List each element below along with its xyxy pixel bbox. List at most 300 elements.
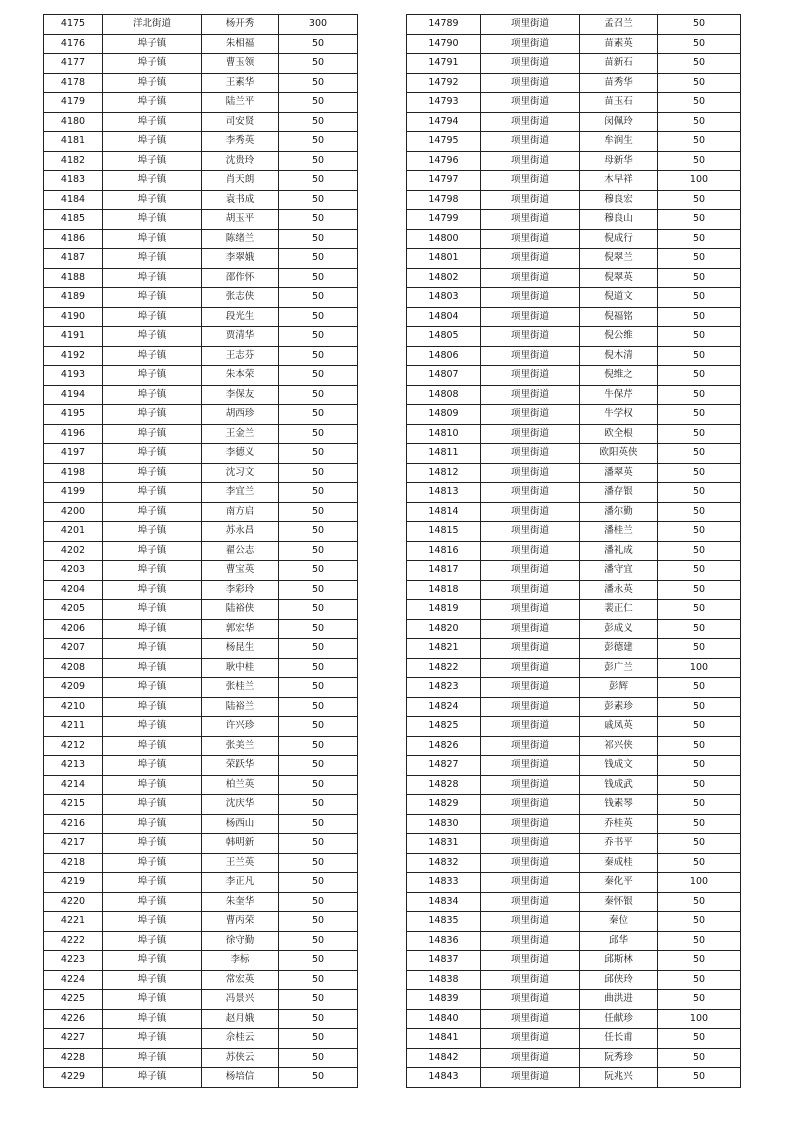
name-cell: 彭广兰 xyxy=(580,658,658,678)
row-number-cell: 14802 xyxy=(407,268,481,288)
district-cell: 项里街道 xyxy=(481,483,580,503)
name-cell: 戚凤英 xyxy=(580,717,658,737)
table-row xyxy=(44,970,358,990)
district-cell: 埠子镇 xyxy=(103,1029,202,1049)
name-cell: 潘翠英 xyxy=(580,463,658,483)
name-cell: 肖天朗 xyxy=(202,171,279,191)
district-cell: 埠子镇 xyxy=(103,600,202,620)
table-row xyxy=(44,892,358,912)
row-number-cell: 4220 xyxy=(44,892,103,912)
amount-cell: 50 xyxy=(279,346,358,366)
row-number-cell: 14789 xyxy=(407,15,481,35)
district-cell: 埠子镇 xyxy=(103,73,202,93)
district-cell: 项里街道 xyxy=(481,112,580,132)
row-number-cell: 14812 xyxy=(407,463,481,483)
district-cell: 埠子镇 xyxy=(103,288,202,308)
amount-cell: 50 xyxy=(279,580,358,600)
row-number-cell: 14834 xyxy=(407,892,481,912)
table-row xyxy=(407,639,741,659)
name-cell: 牛学权 xyxy=(580,405,658,425)
table-row xyxy=(407,951,741,971)
amount-cell: 50 xyxy=(658,73,741,93)
amount-cell: 50 xyxy=(658,951,741,971)
table-row xyxy=(407,73,741,93)
name-cell: 苗新石 xyxy=(580,54,658,74)
row-number-cell: 14835 xyxy=(407,912,481,932)
name-cell: 李秀英 xyxy=(202,132,279,152)
amount-cell: 50 xyxy=(279,502,358,522)
name-cell: 王志芬 xyxy=(202,346,279,366)
name-cell: 秦化平 xyxy=(580,873,658,893)
row-number-cell: 4193 xyxy=(44,366,103,386)
amount-cell: 50 xyxy=(279,717,358,737)
table-row xyxy=(407,34,741,54)
row-number-cell: 4208 xyxy=(44,658,103,678)
row-number-cell: 14790 xyxy=(407,34,481,54)
district-cell: 项里街道 xyxy=(481,1068,580,1088)
table-row xyxy=(407,561,741,581)
district-cell: 埠子镇 xyxy=(103,697,202,717)
name-cell: 乔书平 xyxy=(580,834,658,854)
district-cell: 埠子镇 xyxy=(103,483,202,503)
row-number-cell: 14793 xyxy=(407,93,481,113)
name-cell: 翟公志 xyxy=(202,541,279,561)
district-cell: 项里街道 xyxy=(481,619,580,639)
amount-cell: 50 xyxy=(279,210,358,230)
district-cell: 项里街道 xyxy=(481,756,580,776)
row-number-cell: 4217 xyxy=(44,834,103,854)
name-cell: 彭素珍 xyxy=(580,697,658,717)
row-number-cell: 14833 xyxy=(407,873,481,893)
name-cell: 裴正仁 xyxy=(580,600,658,620)
amount-cell: 50 xyxy=(658,190,741,210)
district-cell: 项里街道 xyxy=(481,912,580,932)
row-number-cell: 4211 xyxy=(44,717,103,737)
name-cell: 邱华 xyxy=(580,931,658,951)
amount-cell: 50 xyxy=(279,736,358,756)
table-row xyxy=(44,580,358,600)
district-cell: 项里街道 xyxy=(481,541,580,561)
district-cell: 项里街道 xyxy=(481,736,580,756)
amount-cell: 50 xyxy=(658,600,741,620)
district-cell: 项里街道 xyxy=(481,580,580,600)
table-row xyxy=(407,112,741,132)
amount-cell: 50 xyxy=(279,93,358,113)
amount-cell: 50 xyxy=(658,639,741,659)
amount-cell: 50 xyxy=(279,541,358,561)
amount-cell: 100 xyxy=(658,1009,741,1029)
row-number-cell: 14799 xyxy=(407,210,481,230)
table-row xyxy=(407,405,741,425)
row-number-cell: 4216 xyxy=(44,814,103,834)
row-number-cell: 4209 xyxy=(44,678,103,698)
district-cell: 埠子镇 xyxy=(103,346,202,366)
table-row xyxy=(407,834,741,854)
name-cell: 陆裕兰 xyxy=(202,697,279,717)
amount-cell: 50 xyxy=(658,892,741,912)
name-cell: 李翠娥 xyxy=(202,249,279,269)
name-cell: 闵佩玲 xyxy=(580,112,658,132)
district-cell: 埠子镇 xyxy=(103,405,202,425)
row-number-cell: 14798 xyxy=(407,190,481,210)
amount-cell: 100 xyxy=(658,171,741,191)
row-number-cell: 14813 xyxy=(407,483,481,503)
row-number-cell: 4219 xyxy=(44,873,103,893)
district-cell: 项里街道 xyxy=(481,678,580,698)
amount-cell: 50 xyxy=(658,327,741,347)
amount-cell: 50 xyxy=(658,990,741,1010)
table-row xyxy=(44,912,358,932)
row-number-cell: 14839 xyxy=(407,990,481,1010)
row-number-cell: 4175 xyxy=(44,15,103,35)
district-cell: 项里街道 xyxy=(481,229,580,249)
row-number-cell: 4178 xyxy=(44,73,103,93)
district-cell: 埠子镇 xyxy=(103,814,202,834)
amount-cell: 50 xyxy=(658,1068,741,1088)
district-cell: 埠子镇 xyxy=(103,210,202,230)
row-number-cell: 4192 xyxy=(44,346,103,366)
row-number-cell: 14807 xyxy=(407,366,481,386)
name-cell: 钱成文 xyxy=(580,756,658,776)
district-cell: 项里街道 xyxy=(481,775,580,795)
name-cell: 任献珍 xyxy=(580,1009,658,1029)
district-cell: 埠子镇 xyxy=(103,756,202,776)
table-row xyxy=(44,1048,358,1068)
amount-cell: 50 xyxy=(279,171,358,191)
amount-cell: 300 xyxy=(279,15,358,35)
name-cell: 张桂兰 xyxy=(202,678,279,698)
name-cell: 韩明新 xyxy=(202,834,279,854)
district-cell: 项里街道 xyxy=(481,366,580,386)
table-row xyxy=(44,15,358,35)
table-row xyxy=(407,268,741,288)
row-number-cell: 14794 xyxy=(407,112,481,132)
name-cell: 胡西珍 xyxy=(202,405,279,425)
table-row xyxy=(44,93,358,113)
amount-cell: 50 xyxy=(658,697,741,717)
row-number-cell: 14796 xyxy=(407,151,481,171)
table-row xyxy=(44,678,358,698)
table-row xyxy=(407,580,741,600)
district-cell: 埠子镇 xyxy=(103,990,202,1010)
amount-cell: 50 xyxy=(658,561,741,581)
name-cell: 秦怀银 xyxy=(580,892,658,912)
row-number-cell: 4196 xyxy=(44,424,103,444)
table-row xyxy=(407,619,741,639)
district-cell: 埠子镇 xyxy=(103,1048,202,1068)
district-cell: 埠子镇 xyxy=(103,190,202,210)
table-row xyxy=(44,853,358,873)
amount-cell: 50 xyxy=(279,405,358,425)
amount-cell: 50 xyxy=(658,268,741,288)
row-number-cell: 14827 xyxy=(407,756,481,776)
table-row xyxy=(44,697,358,717)
table-row xyxy=(407,756,741,776)
amount-cell: 50 xyxy=(279,132,358,152)
amount-cell: 50 xyxy=(658,346,741,366)
amount-cell: 50 xyxy=(279,814,358,834)
district-cell: 项里街道 xyxy=(481,171,580,191)
name-cell: 任长甫 xyxy=(580,1029,658,1049)
table-row xyxy=(44,814,358,834)
district-cell: 项里街道 xyxy=(481,463,580,483)
row-number-cell: 4223 xyxy=(44,951,103,971)
name-cell: 阮兆兴 xyxy=(580,1068,658,1088)
name-cell: 杨昆生 xyxy=(202,639,279,659)
row-number-cell: 4202 xyxy=(44,541,103,561)
row-number-cell: 14841 xyxy=(407,1029,481,1049)
row-number-cell: 4224 xyxy=(44,970,103,990)
district-cell: 埠子镇 xyxy=(103,795,202,815)
name-cell: 袁书成 xyxy=(202,190,279,210)
table-row xyxy=(44,268,358,288)
row-number-cell: 4199 xyxy=(44,483,103,503)
amount-cell: 50 xyxy=(279,385,358,405)
name-cell: 王金兰 xyxy=(202,424,279,444)
table-row xyxy=(407,522,741,542)
district-cell: 洋北街道 xyxy=(103,15,202,35)
row-number-cell: 4227 xyxy=(44,1029,103,1049)
name-cell: 杨培信 xyxy=(202,1068,279,1088)
roster-table-right xyxy=(406,14,741,1088)
row-number-cell: 14800 xyxy=(407,229,481,249)
district-cell: 项里街道 xyxy=(481,151,580,171)
name-cell: 李标 xyxy=(202,951,279,971)
amount-cell: 50 xyxy=(279,931,358,951)
district-cell: 埠子镇 xyxy=(103,463,202,483)
table-row xyxy=(407,600,741,620)
district-cell: 项里街道 xyxy=(481,834,580,854)
name-cell: 苏侠云 xyxy=(202,1048,279,1068)
row-number-cell: 4226 xyxy=(44,1009,103,1029)
row-number-cell: 14836 xyxy=(407,931,481,951)
district-cell: 项里街道 xyxy=(481,873,580,893)
name-cell: 曹玉领 xyxy=(202,54,279,74)
amount-cell: 50 xyxy=(279,775,358,795)
district-cell: 埠子镇 xyxy=(103,658,202,678)
name-cell: 柏兰英 xyxy=(202,775,279,795)
amount-cell: 50 xyxy=(279,639,358,659)
name-cell: 邵作怀 xyxy=(202,268,279,288)
district-cell: 埠子镇 xyxy=(103,912,202,932)
amount-cell: 50 xyxy=(658,912,741,932)
row-number-cell: 14838 xyxy=(407,970,481,990)
row-number-cell: 4182 xyxy=(44,151,103,171)
amount-cell: 50 xyxy=(658,541,741,561)
table-row xyxy=(44,34,358,54)
table-row xyxy=(44,210,358,230)
district-cell: 埠子镇 xyxy=(103,561,202,581)
table-row xyxy=(44,619,358,639)
name-cell: 郭宏华 xyxy=(202,619,279,639)
name-cell: 倪木清 xyxy=(580,346,658,366)
name-cell: 潘礼成 xyxy=(580,541,658,561)
name-cell: 倪成行 xyxy=(580,229,658,249)
table-row xyxy=(44,775,358,795)
table-row xyxy=(407,912,741,932)
table-row xyxy=(44,1068,358,1088)
table-row xyxy=(44,190,358,210)
amount-cell: 50 xyxy=(279,54,358,74)
name-cell: 王素华 xyxy=(202,73,279,93)
table-row xyxy=(407,15,741,35)
table-row xyxy=(407,171,741,191)
district-cell: 埠子镇 xyxy=(103,853,202,873)
row-number-cell: 4212 xyxy=(44,736,103,756)
name-cell: 阮秀珍 xyxy=(580,1048,658,1068)
table-row xyxy=(407,541,741,561)
row-number-cell: 14829 xyxy=(407,795,481,815)
amount-cell: 50 xyxy=(658,424,741,444)
name-cell: 倪福铭 xyxy=(580,307,658,327)
table-row xyxy=(407,736,741,756)
amount-cell: 50 xyxy=(658,54,741,74)
table-row xyxy=(407,463,741,483)
amount-cell: 50 xyxy=(658,834,741,854)
amount-cell: 50 xyxy=(279,990,358,1010)
name-cell: 木早祥 xyxy=(580,171,658,191)
amount-cell: 50 xyxy=(658,970,741,990)
table-row xyxy=(44,600,358,620)
amount-cell: 50 xyxy=(658,717,741,737)
district-cell: 项里街道 xyxy=(481,990,580,1010)
name-cell: 秦成桂 xyxy=(580,853,658,873)
amount-cell: 50 xyxy=(279,1048,358,1068)
row-number-cell: 4222 xyxy=(44,931,103,951)
amount-cell: 50 xyxy=(279,424,358,444)
amount-cell: 50 xyxy=(658,307,741,327)
row-number-cell: 4210 xyxy=(44,697,103,717)
table-row xyxy=(44,541,358,561)
district-cell: 埠子镇 xyxy=(103,327,202,347)
row-number-cell: 4205 xyxy=(44,600,103,620)
amount-cell: 50 xyxy=(279,151,358,171)
district-cell: 项里街道 xyxy=(481,970,580,990)
amount-cell: 50 xyxy=(279,327,358,347)
row-number-cell: 4186 xyxy=(44,229,103,249)
table-row xyxy=(407,190,741,210)
amount-cell: 50 xyxy=(658,1048,741,1068)
row-number-cell: 4185 xyxy=(44,210,103,230)
amount-cell: 50 xyxy=(279,229,358,249)
table-row xyxy=(44,424,358,444)
district-cell: 埠子镇 xyxy=(103,502,202,522)
district-cell: 埠子镇 xyxy=(103,34,202,54)
row-number-cell: 4204 xyxy=(44,580,103,600)
amount-cell: 50 xyxy=(658,522,741,542)
table-row xyxy=(407,658,741,678)
table-row xyxy=(44,951,358,971)
table-row xyxy=(44,385,358,405)
amount-cell: 50 xyxy=(279,892,358,912)
amount-cell: 50 xyxy=(279,34,358,54)
row-number-cell: 14832 xyxy=(407,853,481,873)
amount-cell: 50 xyxy=(279,795,358,815)
amount-cell: 50 xyxy=(279,951,358,971)
name-cell: 陆兰平 xyxy=(202,93,279,113)
table-row xyxy=(407,93,741,113)
name-cell: 彭成义 xyxy=(580,619,658,639)
district-cell: 项里街道 xyxy=(481,1009,580,1029)
name-cell: 李正凡 xyxy=(202,873,279,893)
district-cell: 项里街道 xyxy=(481,951,580,971)
district-cell: 埠子镇 xyxy=(103,619,202,639)
amount-cell: 50 xyxy=(658,483,741,503)
table-row xyxy=(44,717,358,737)
table-row xyxy=(407,775,741,795)
amount-cell: 50 xyxy=(658,385,741,405)
name-cell: 张美兰 xyxy=(202,736,279,756)
row-number-cell: 14821 xyxy=(407,639,481,659)
name-cell: 母新华 xyxy=(580,151,658,171)
name-cell: 沈贵玲 xyxy=(202,151,279,171)
row-number-cell: 4195 xyxy=(44,405,103,425)
table-row xyxy=(407,931,741,951)
amount-cell: 50 xyxy=(279,190,358,210)
table-row xyxy=(44,54,358,74)
table-row xyxy=(44,288,358,308)
table-row xyxy=(44,502,358,522)
district-cell: 项里街道 xyxy=(481,853,580,873)
district-cell: 埠子镇 xyxy=(103,151,202,171)
table-row xyxy=(407,346,741,366)
row-number-cell: 14837 xyxy=(407,951,481,971)
name-cell: 倪道文 xyxy=(580,288,658,308)
row-number-cell: 14830 xyxy=(407,814,481,834)
name-cell: 冯景兴 xyxy=(202,990,279,1010)
table-row xyxy=(407,1048,741,1068)
district-cell: 埠子镇 xyxy=(103,522,202,542)
table-row xyxy=(407,1009,741,1029)
name-cell: 朱本荣 xyxy=(202,366,279,386)
amount-cell: 50 xyxy=(279,366,358,386)
row-number-cell: 14806 xyxy=(407,346,481,366)
name-cell: 苗玉石 xyxy=(580,93,658,113)
amount-cell: 50 xyxy=(279,73,358,93)
table-row xyxy=(407,678,741,698)
table-row xyxy=(44,171,358,191)
table-row xyxy=(44,463,358,483)
name-cell: 曹宝英 xyxy=(202,561,279,581)
row-number-cell: 14824 xyxy=(407,697,481,717)
row-number-cell: 14840 xyxy=(407,1009,481,1029)
row-number-cell: 14801 xyxy=(407,249,481,269)
district-cell: 项里街道 xyxy=(481,54,580,74)
amount-cell: 50 xyxy=(279,288,358,308)
district-cell: 项里街道 xyxy=(481,502,580,522)
district-cell: 项里街道 xyxy=(481,346,580,366)
district-cell: 埠子镇 xyxy=(103,931,202,951)
name-cell: 孟召兰 xyxy=(580,15,658,35)
name-cell: 沈庆华 xyxy=(202,795,279,815)
name-cell: 倪公维 xyxy=(580,327,658,347)
amount-cell: 50 xyxy=(279,697,358,717)
row-number-cell: 4197 xyxy=(44,444,103,464)
amount-cell: 100 xyxy=(658,873,741,893)
district-cell: 埠子镇 xyxy=(103,892,202,912)
district-cell: 项里街道 xyxy=(481,717,580,737)
amount-cell: 50 xyxy=(658,229,741,249)
district-cell: 埠子镇 xyxy=(103,229,202,249)
name-cell: 曹丙荣 xyxy=(202,912,279,932)
table-row xyxy=(407,795,741,815)
amount-cell: 50 xyxy=(279,756,358,776)
table-row xyxy=(44,522,358,542)
amount-cell: 50 xyxy=(658,502,741,522)
district-cell: 项里街道 xyxy=(481,73,580,93)
amount-cell: 50 xyxy=(279,1029,358,1049)
table-row xyxy=(44,366,358,386)
